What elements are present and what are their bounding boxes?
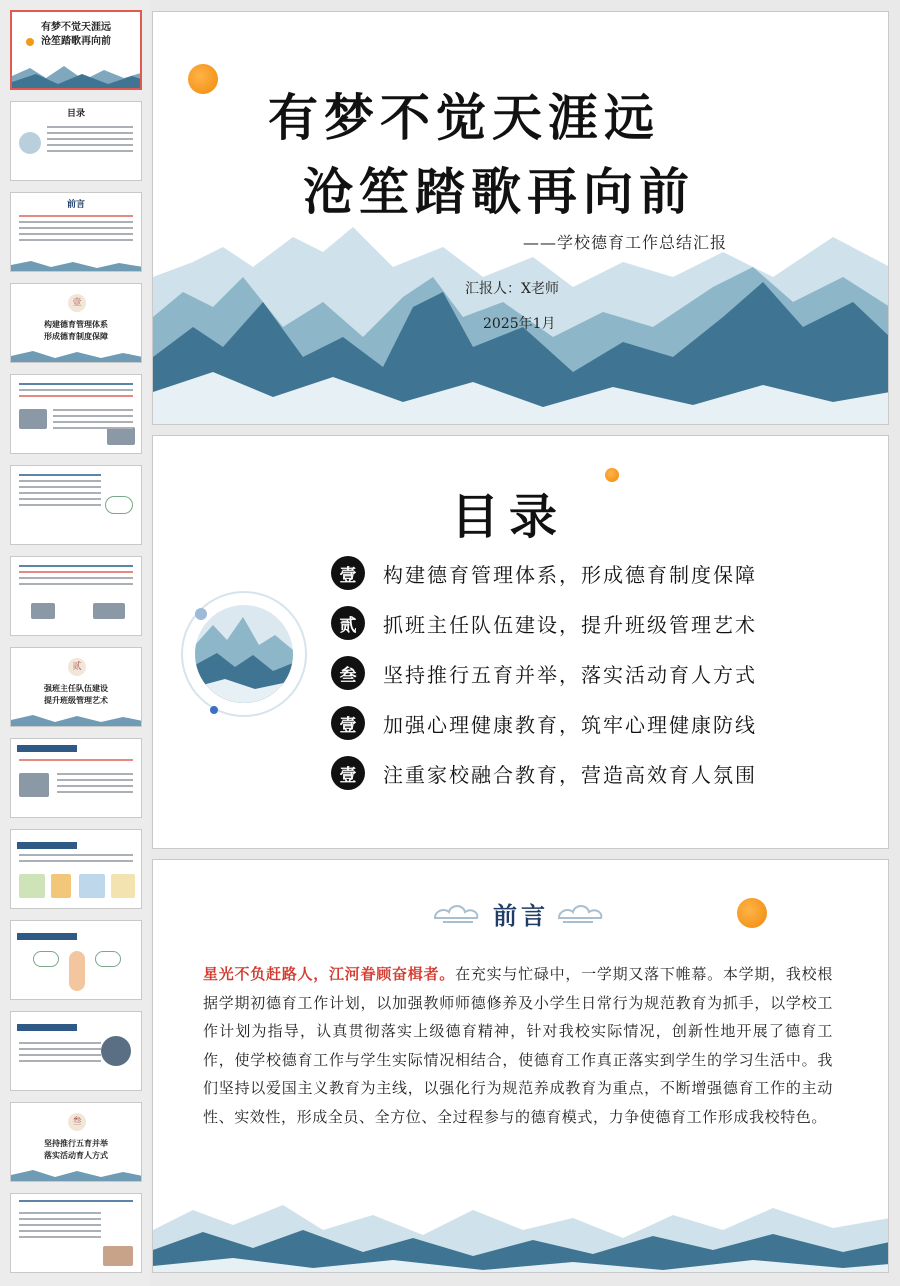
sun-icon [605,468,619,482]
slide-thumbnail-7[interactable] [10,556,142,636]
thumb-photo [31,603,55,619]
cover-title-line2: 沧笙踏歌再向前 [303,162,695,221]
thumb-text-lines [19,1200,133,1206]
toc-item-4[interactable] [331,705,757,741]
thumb-title-line2: 沧笙踏歌再向前 [41,36,111,47]
thumb-photo [19,409,47,429]
thumb-text-lines [19,474,101,510]
thumb-circle-image [19,132,41,154]
slide-thumbnail-11[interactable] [10,920,142,1000]
decorative-dot [195,608,207,620]
foreword-paragraph [203,960,833,1131]
slide-thumbnail-12[interactable] [10,1011,142,1091]
toc-item-label: 抓班主任队伍建设，提升班级管理艺术 [383,612,757,637]
toc-number-badge: 壹 [331,556,365,590]
slide-thumbnail-panel[interactable] [0,0,150,1286]
foreword-heading: 前言 [493,901,549,930]
thumb-table-image [19,874,45,898]
slide-thumbnail-9[interactable] [10,738,142,818]
toc-number-badge: 叁 [331,656,365,690]
slide-table-of-contents[interactable] [152,435,889,849]
toc-item-label: 加强心理健康教育，筑牢心理健康防线 [383,712,757,737]
foreword-lead-sentence: 星光不负赶路人，江河眷顾奋楫者。 [203,965,456,983]
thumb-title-line1: 强班主任队伍建设 [44,683,108,693]
thumb-seal: 贰 [68,658,86,676]
thumb-title-line1: 有梦不觉天涯远 [41,22,111,33]
decorative-dot [210,706,218,714]
slide-thumbnail-14[interactable] [10,1193,142,1273]
slide-thumbnail-13[interactable] [10,1102,142,1182]
slide-thumbnail-4[interactable] [10,283,142,363]
slide-thumbnail-2[interactable] [10,101,142,181]
thumb-text-lines [19,383,133,401]
thumb-section-bar [17,1024,77,1031]
toc-number-badge: 贰 [331,606,365,640]
thumb-text-lines [19,215,133,245]
slide-thumbnail-10[interactable] [10,829,142,909]
thumb-title-line2: 形成德育制度保障 [44,331,108,341]
thumb-text-lines [19,759,133,765]
cover-reporter: 汇报人：X老师 [465,281,559,297]
thumb-title-line2: 落实活动育人方式 [44,1150,108,1160]
slide-cover[interactable] [152,11,889,425]
thumb-text-lines [19,854,133,866]
thumb-section-bar [17,842,77,849]
mountain-illustration [12,62,142,88]
mountain-illustration [195,605,293,703]
slide-thumbnail-1[interactable] [10,10,142,90]
thumb-photo [93,603,125,619]
thumb-section-bar [17,745,77,752]
thumb-title: 目录 [66,109,85,119]
toc-item-5[interactable] [331,755,757,791]
thumb-text-lines [19,1042,101,1066]
toc-item-label: 注重家校融合教育，营造高效育人氛围 [383,762,757,787]
mountain-illustration [11,1167,142,1181]
thumb-toc-lines [47,126,133,156]
slide-thumbnail-5[interactable] [10,374,142,454]
toc-item-1[interactable] [331,555,757,591]
landscape-circle-image [195,605,293,703]
thumb-title-line1: 坚持推行五育并举 [44,1138,108,1148]
slide-thumbnail-8[interactable] [10,647,142,727]
toc-item-2[interactable] [331,605,757,641]
thumb-text-lines [19,565,133,589]
thumb-table-image [111,874,135,898]
thumb-title-line1: 构建德育管理体系 [44,319,108,329]
toc-heading: 目录 [451,489,568,545]
mountain-illustration [11,348,142,362]
thumb-text-lines [57,773,133,797]
thumb-circle-photo [101,1036,131,1066]
thumb-text-lines [53,409,133,433]
thumb-photo [19,773,49,797]
thumb-seal: 叁 [68,1113,86,1131]
thumb-seal: 壹 [68,294,86,312]
toc-number-badge: 壹 [331,706,365,740]
thumb-text-lines [19,1212,101,1242]
slide-thumbnail-3[interactable] [10,192,142,272]
thumb-title: 前言 [66,200,85,210]
mountain-illustration [11,259,142,271]
thumb-figure [69,951,85,991]
cloud-ornament-left-icon [431,898,481,926]
thumb-photo [103,1246,133,1266]
mountain-landscape-illustration [153,1190,889,1273]
thumb-bubble [33,951,59,967]
cover-subtitle: ——学校德育工作总结汇报 [523,233,728,252]
sun-icon [26,38,34,46]
toc-item-label: 构建德育管理体系，形成德育制度保障 [383,562,757,587]
toc-number-badge: 壹 [331,756,365,790]
sun-icon [188,64,218,94]
toc-item-3[interactable] [331,655,757,691]
sun-icon [737,898,767,928]
thumb-table-image [79,874,105,898]
mountain-illustration [11,712,142,726]
cover-title-line1: 有梦不觉天涯远 [268,88,660,147]
thumb-diagram [105,496,133,514]
thumb-section-bar [17,933,77,940]
cloud-ornament-right-icon [555,898,605,926]
cover-date: 2025年1月 [483,316,556,332]
thumb-bubble [95,951,121,967]
thumb-table-image [51,874,71,898]
slide-thumbnail-6[interactable] [10,465,142,545]
slide-foreword[interactable] [152,859,889,1273]
foreword-body-text: 在充实与忙碌中，一学期又落下帷幕。本学期，我校根据学期初德育工作计划，以加强教师师德修养及小学生日常行为规范教育为抓手，以学校工作计划为指导，认真贯彻落实上级德育精神，针对我校实际情况，创新性地开展了德育工作，使学校德育工作与学生实际情况相结合，使德育工作真正落实到学生的学习生活中。我们坚持以爱国主义教育为主线，以强化行为规范养成教育为重点，不断增强德育工作的主动性、实效性，形成全员、全方位、全过程参与的德育模式，力争使德育工作形成我校特色。 [203,965,833,1126]
thumb-title-line2: 提升班级管理艺术 [44,695,108,705]
toc-item-label: 坚持推行五育并举，落实活动育人方式 [383,662,757,687]
